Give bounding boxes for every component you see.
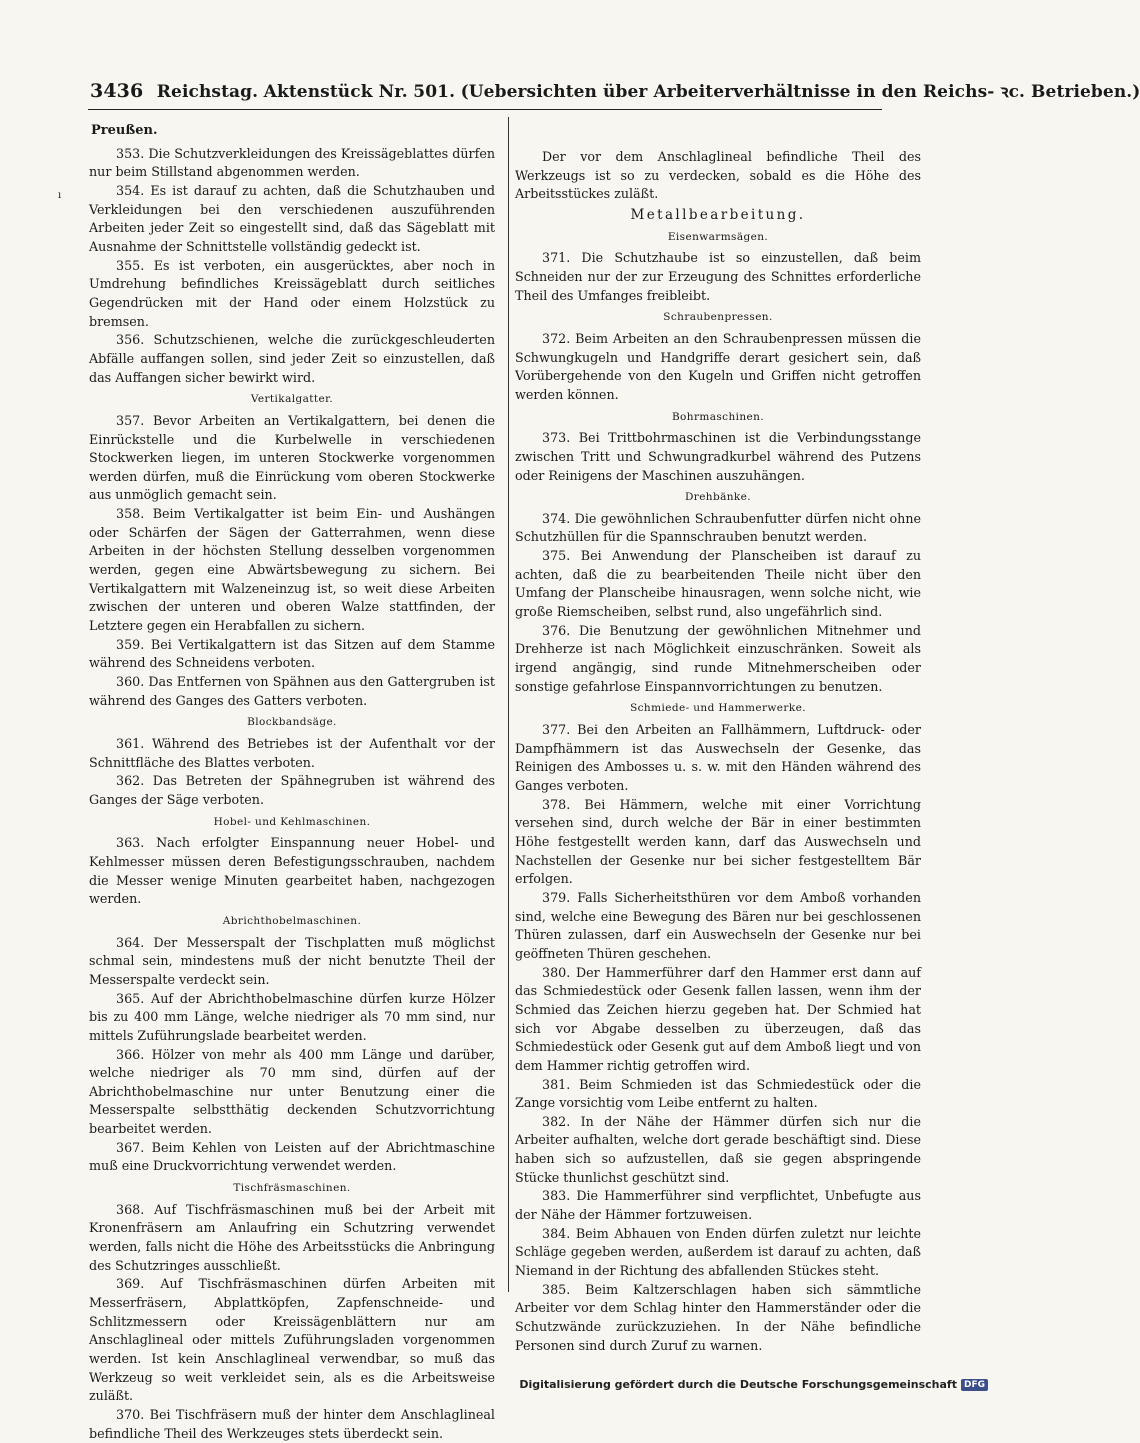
paragraph-384: 384. Beim Abhauen von Enden dürfen zuletzt nur leichte Schläge gegeben werden, außerdem ist darauf zu achten, daß Niemand in der Richtung des abfallenden Stückes steht.	[515, 1225, 921, 1279]
paragraph-381: 381. Beim Schmieden ist das Schmiedestück oder die Zange vorsichtig vom Leibe entfernt zu halten.	[515, 1076, 921, 1111]
paragraph-359: 359. Bei Vertikalgattern ist das Sitzen auf dem Stamme während des Schneidens verboten.	[89, 636, 495, 671]
paragraph-366: 366. Hölzer von mehr als 400 mm Länge und darüber, welche niedriger als 70 mm sind, dürfen auf der Abrichthobelmaschine nur unter Benutzung einer die Messerspalte selbstthätig deckenden Schutzvorrichtung bearbeitet werden.	[89, 1046, 495, 1137]
paragraph-358: 358. Beim Vertikalgatter ist beim Ein- und Aushängen oder Schärfen der Sägen der Gatterrahmen, wenn diese Arbeiten in der höchsten Stellung desselben vorgenommen werden, gegen eine Abwärtsbewegung zu sichern. Bei Vertikalgattern mit Walzeneinzug ist, so weit diese Arbeiten zwischen der unteren und oberen Walze stattfinden, der Letztere gegen ein Herabfallen zu sichern.	[89, 506, 495, 634]
paragraph-374: 374. Die gewöhnlichen Schraubenfutter dürfen nicht ohne Schutzhüllen für die Spannschrauben benutzt werden.	[515, 510, 921, 545]
footer-credit	[519, 1378, 988, 1391]
paragraph-379: 379. Falls Sicherheitsthüren vor dem Amboß vorhanden sind, welche eine Bewegung des Bären nur bei geschlossenen Thüren zulassen, darf ein Auswechseln der Gesenke nur bei geöffneten Thüren geschehen.	[515, 889, 921, 961]
paragraph-370: 370. Bei Tischfräsern muß der hinter dem Anschlaglineal befindliche Theil des Werkzeuges stets überdeckt sein.	[89, 1406, 495, 1441]
paragraph-369: 369. Auf Tischfräsmaschinen dürfen Arbeiten mit Messerfräsern, Abplattköpfen, Zapfenschneide- und Schlitzmessern oder Kreissägenblättern nur am Anschlaglineal oder mittels Zuführungsladen vorgenommen werden. Ist kein Anschlaglineal verwendbar, so muß das Werkzeug so weit verkleidet sein, als es die Arbeitsweise zuläßt.	[89, 1276, 495, 1404]
paragraph-383: 383. Die Hammerführer sind verpflichtet, Unbefugte aus der Nähe der Hämmer fortzuweisen.	[515, 1188, 921, 1223]
paragraph-375: 375. Bei Anwendung der Planscheiben ist darauf zu achten, daß die zu bearbeitenden Theile nicht über den Umfang der Planscheibe hinausragen, wenn solche nicht, wie große Riemscheiben, selbst rund, also ungefährlich sind.	[515, 548, 921, 620]
header-title-2: Aktenstück Nr.	[263, 82, 408, 102]
section-metallbearbeitung: Metallbearbeitung.	[630, 206, 806, 223]
paragraph-380: 380. Der Hammerführer darf den Hammer erst dann auf das Schmiedestück oder Gesenk fallen lassen, wenn ihm der Schmied das Zeichen hierzu gegeben hat. Der Schmied hat sich vor Abgabe desselben zu überzeugen, daß das Schmiedestück oder Gesenk gut auf dem Amboß liegt und von dem Hammer richtig getroffen wird.	[515, 964, 921, 1073]
paragraph-362: 362. Das Betreten der Spähnegruben ist während des Ganges der Säge verboten.	[89, 773, 495, 807]
paragraph-355: 355. Es ist verboten, ein ausgerücktes, aber noch in Umdrehung befindliches Kreissägeblatt durch seitliches Gegendrücken mit der Hand oder einem Holzstück zu bremsen.	[89, 257, 495, 329]
section-bohrmaschinen: Bohrmaschinen.	[671, 410, 765, 423]
paragraph-356: 356. Schutzschienen, welche die zurückgeschleuderten Abfälle auffangen sollen, sind jeder Zeit so einzustellen, daß das Auffangen sicher bewirkt wird.	[89, 332, 495, 385]
paragraph-continuation: Der vor dem Anschlaglineal befindliche Theil des Werkzeugs ist so zu verdecken, sobald es die Höhe des Arbeitsstückes zuläßt.	[515, 149, 921, 202]
column-divider	[508, 117, 509, 1292]
paragraph-385: 385. Beim Kaltzerschlagen haben sich sämmtliche Arbeiter vor dem Schlag hinter den Hammerständer oder die Schutzwände zurückzuziehen. In der Nähe befindliche Personen sind durch Zuruf zu warnen.	[515, 1281, 921, 1353]
right-column	[515, 148, 921, 1355]
paragraph-377: 377. Bei den Arbeiten an Fallhämmern, Luftdruck- oder Dampfhämmern ist das Auswechseln der Gesenke, das Reinigen des Ambosses u. s. w. mit den Händen während des Ganges verboten.	[515, 722, 921, 793]
footer-text: Digitalisierung gefördert durch die Deutsche Forschungsgemeinschaft	[519, 1378, 957, 1391]
section-hobel: Hobel- und Kehlmaschinen.	[213, 815, 371, 828]
paragraph-354: 354. Es ist darauf zu achten, daß die Schutzhauben und Verkleidungen bei den verschiedenen auszuführenden Arbeiten jeder Zeit so eingestellt sind, daß das Sägeblatt mit Ausnahme der Schnittstelle vollständig gedeckt ist.	[89, 182, 495, 254]
margin-mark: ı	[58, 190, 62, 201]
paragraph-360: 360. Das Entfernen von Spähnen aus den Gattergruben ist während des Ganges des Gatters verboten.	[89, 674, 495, 708]
section-vertikalgatter: Vertikalgatter.	[250, 393, 334, 406]
paragraph-373: 373. Bei Trittbohrmaschinen ist die Verbindungsstange zwischen Tritt und Schwungradkurbel während des Putzens oder Reinigens der Maschinen auszuhängen.	[515, 430, 921, 483]
section-blockbandsaege: Blockbandsäge.	[247, 716, 337, 729]
header-subtitle: (Uebersichten über Arbeiterverhältnisse in den Reichs- ꝛc. Betrieben.)	[460, 82, 1140, 102]
header-rule	[88, 109, 882, 110]
section-eisenwarmsaegen: Eisenwarmsägen.	[667, 230, 769, 243]
paragraph-367: 367. Beim Kehlen von Leisten auf der Abrichtmaschine muß eine Druckvorrichtung verwendet werden.	[89, 1139, 495, 1174]
paragraph-371: 371. Die Schutzhaube ist so einzustellen, daß beim Schneiden nur der zur Erzeugung des Schnittes erforderliche Theil des Umfanges freibleibt.	[515, 250, 921, 303]
paragraph-353: 353. Die Schutzverkleidungen des Kreissägeblattes dürfen nur beim Stillstand abgenommen werden.	[89, 145, 495, 180]
left-column	[89, 122, 495, 1443]
paragraph-363: 363. Nach erfolgter Einspannung neuer Hobel- und Kehlmesser müssen deren Befestigungsschrauben, nachdem die Messer wenige Minuten gearbeitet haben, nachgezogen werden.	[89, 835, 495, 907]
paragraph-376: 376. Die Benutzung der gewöhnlichen Mitnehmer und Drehherze ist nach Möglichkeit einzuschränken. Soweit als irgend angängig, sind runde Mitnehmerscheiben oder sonstige gefahrlose Einspannvorrichtungen zu benutzen.	[515, 622, 921, 694]
header-doc-number: 501.	[413, 82, 456, 102]
section-schraubenpressen: Schraubenpressen.	[663, 311, 773, 324]
paragraph-364: 364. Der Messerspalt der Tischplatten muß möglichst schmal sein, mindestens muß der nicht benutzte Theil der Messerspalte verdeckt sein.	[89, 934, 495, 987]
paragraph-378: 378. Bei Hämmern, welche mit einer Vorrichtung versehen sind, durch welche der Bär in einer bestimmten Höhe festgestellt werden kann, darf das Auswechseln und Nachstellen der Gesenke nur bei sicher festgestelltem Bär erfolgen.	[515, 796, 921, 887]
section-tischfraes: Tischfräsmaschinen.	[233, 1182, 351, 1195]
paragraph-368: 368. Auf Tischfräsmaschinen muß bei der Arbeit mit Kronenfräsern am Anlaufring ein Schutzring verwendet werden, falls nicht die Höhe des Arbeitsstücks die Anbringung des Schutzringes ausschließt.	[89, 1201, 495, 1273]
section-schmiede: Schmiede- und Hammerwerke.	[630, 702, 806, 715]
section-drehbaenke: Drehbänke.	[684, 491, 752, 504]
paragraph-357: 357. Bevor Arbeiten an Vertikalgattern, bei denen die Einrückstelle und die Kurbelwelle in verschiedenen Stockwerken liegen, im unteren Stockwerke vorgenommen werden dürfen, muß die Einrückung vom oberen Stockwerke aus unmöglich gemacht sein.	[89, 412, 495, 503]
paragraph-365: 365. Auf der Abrichthobelmaschine dürfen kurze Hölzer bis zu 400 mm Länge, welche niedriger als 70 mm sind, nur mittels Zuführungslade bearbeitet werden.	[89, 990, 495, 1043]
state-heading: Preußen.	[91, 123, 158, 138]
paragraph-361: 361. Während des Betriebes ist der Aufenthalt vor der Schnittfläche des Blattes verboten.	[89, 736, 495, 770]
paragraph-382: 382. In der Nähe der Hämmer dürfen sich nur die Arbeiter aufhalten, welche dort gerade beschäftigt sind. Diese haben sich so aufzustellen, daß sie gegen abspringende Stücke thunlichst geschützt sind.	[515, 1113, 921, 1185]
dfg-logo-icon: DFG	[961, 1379, 988, 1391]
page-number: 3436	[90, 80, 144, 102]
section-abricht: Abrichthobelmaschinen.	[222, 914, 362, 927]
paragraph-372: 372. Beim Arbeiten an den Schraubenpressen müssen die Schwungkugeln und Handgriffe derart gesichert sein, daß Vorübergehende von den Kugeln und Griffen nicht getroffen werden können.	[515, 330, 921, 402]
header-title-1: Reichstag.	[156, 82, 259, 102]
page-header	[90, 80, 1140, 103]
